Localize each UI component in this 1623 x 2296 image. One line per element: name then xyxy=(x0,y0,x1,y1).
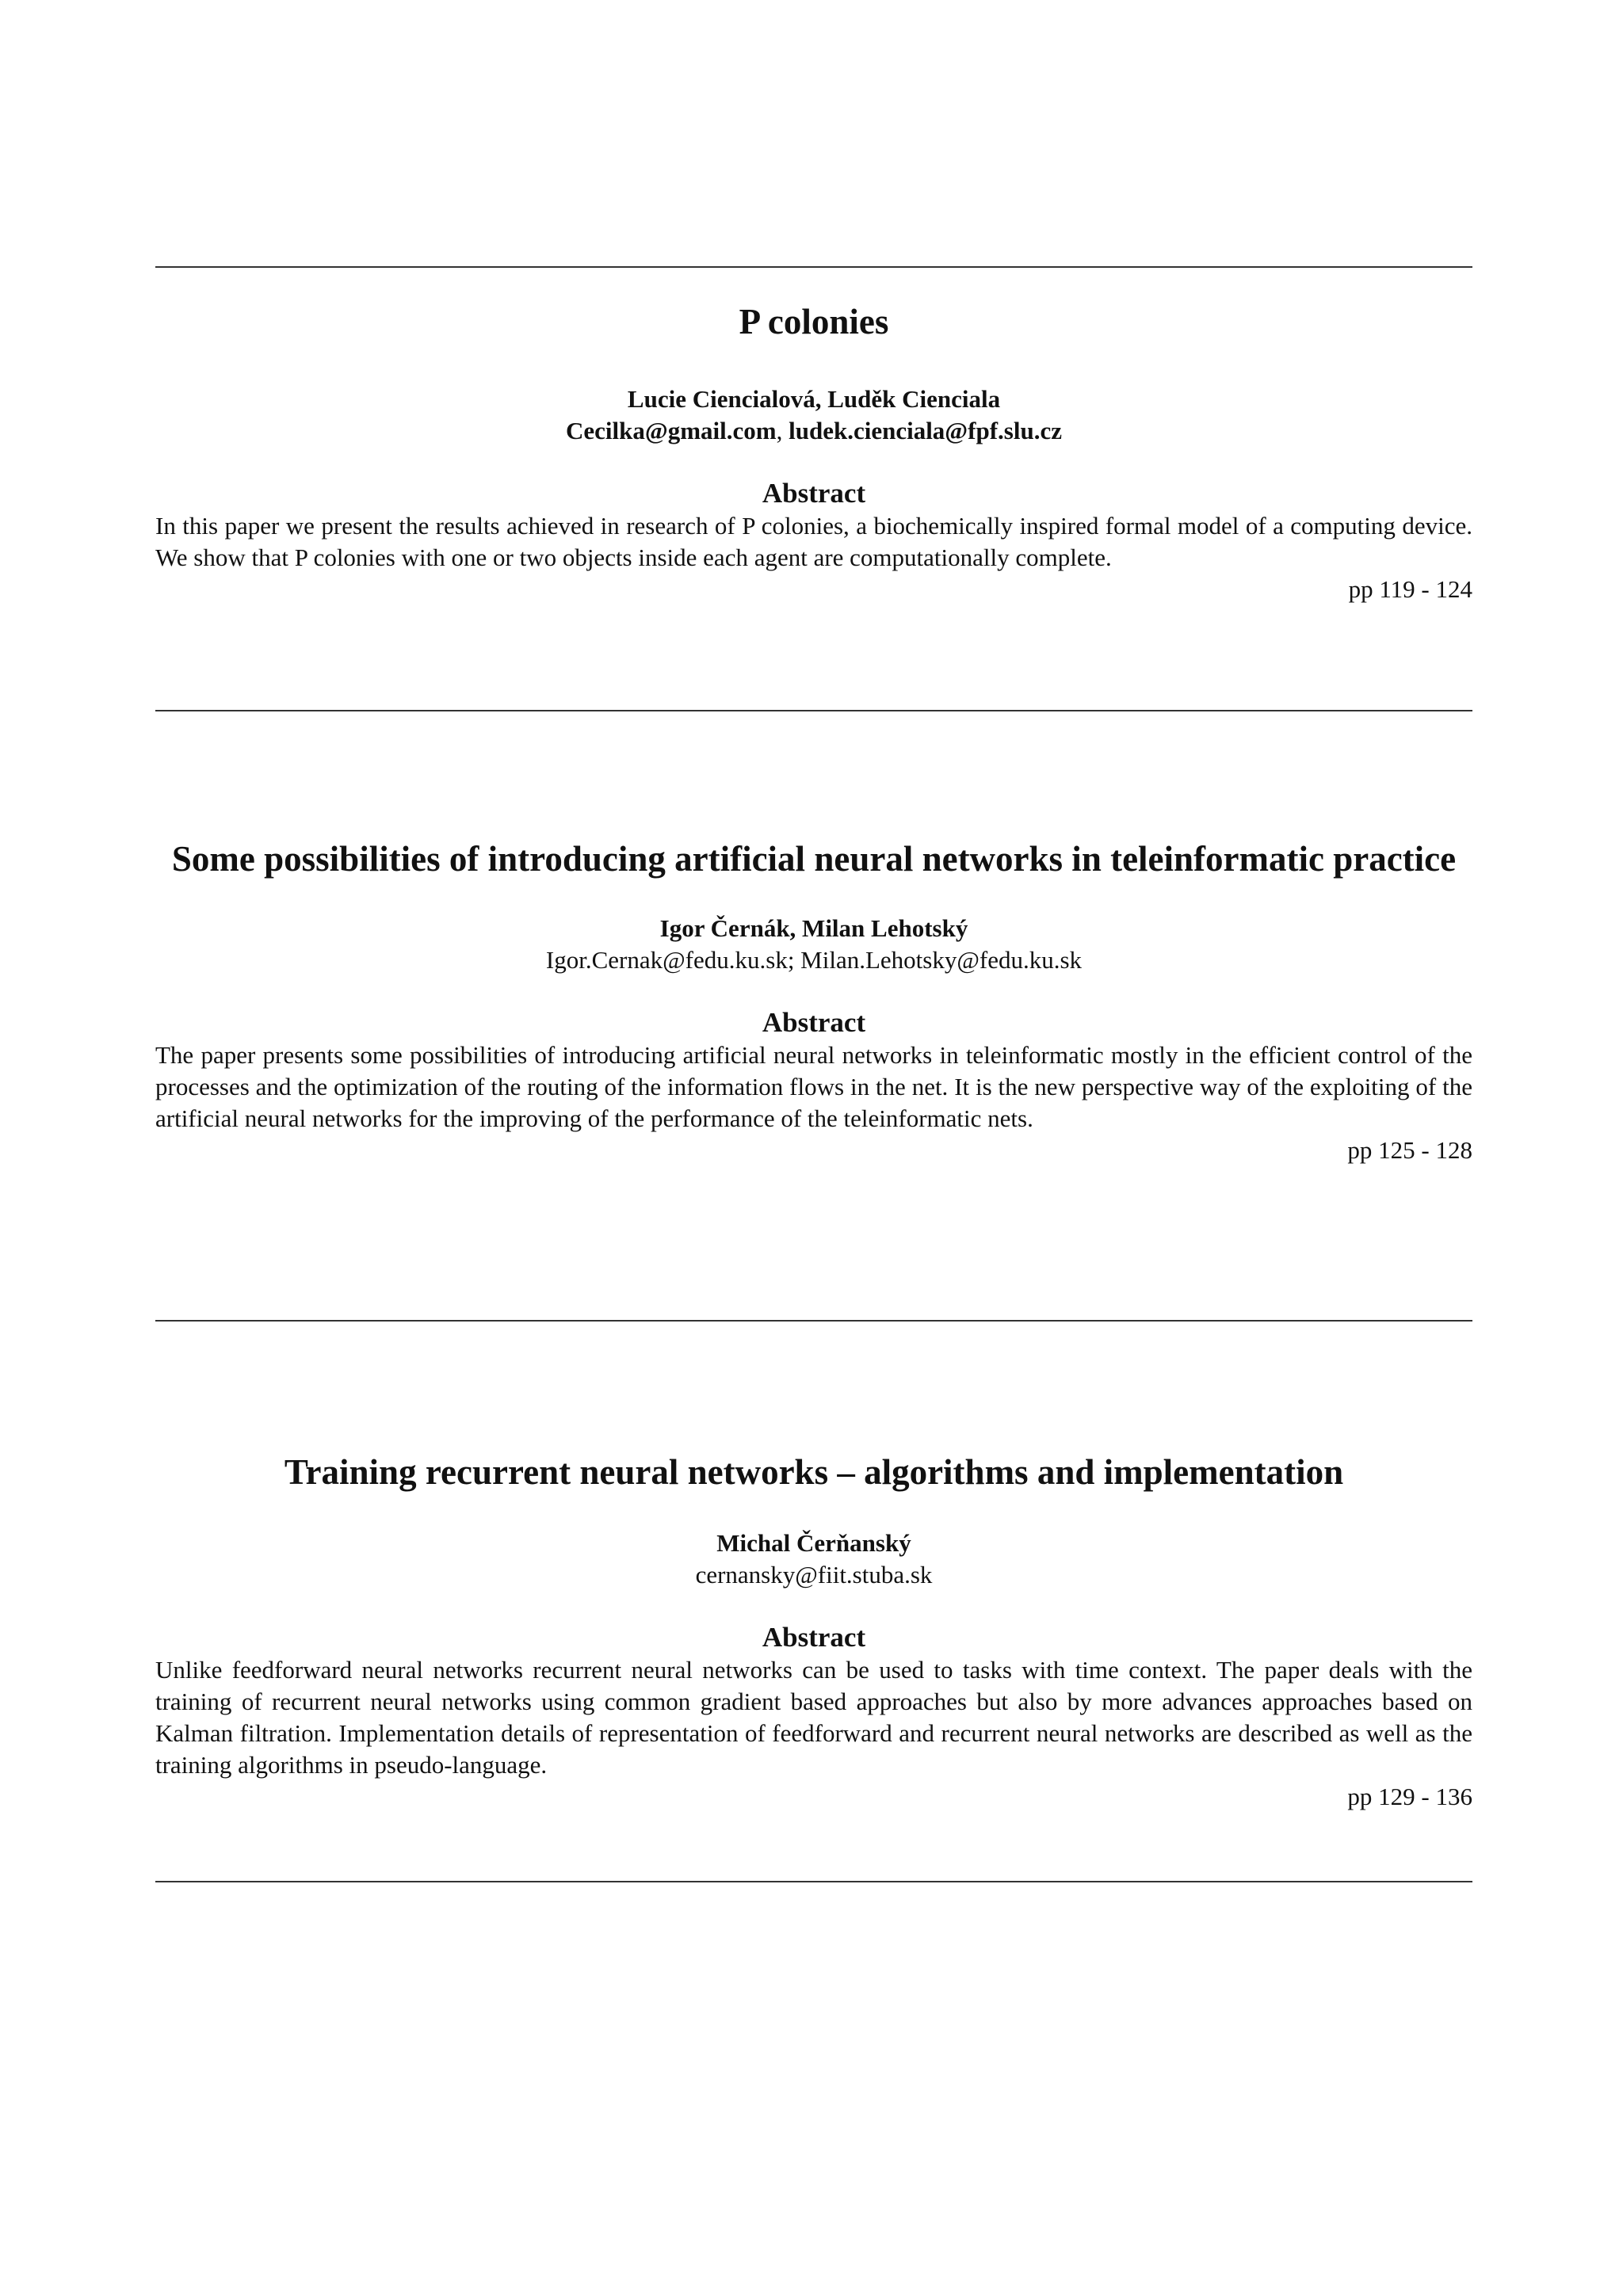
paper-authors: Igor Černák, Milan Lehotský xyxy=(659,914,968,942)
paper-title: Some possibilities of introducing artificial neural networks in teleinformatic practice xyxy=(171,839,1457,879)
paper-title: P colonies xyxy=(739,302,889,341)
paper-entry-recurrent-neural-networks xyxy=(155,1450,1472,1813)
abstract-text: In this paper we present the results achieved in research of P colonies, a biochemically inspired formal model of a computing device. We show that P colonies with one or two objects inside each agent are computationally complete. xyxy=(155,512,1472,571)
paper-authors: Michal Čerňanský xyxy=(716,1529,911,1557)
author-email[interactable]: Cecilka@gmail.com xyxy=(566,417,777,444)
abstract-text: The paper presents some possibilities of introducing artificial neural networks in teleinformatic mostly in the efficient control of the processes and the optimization of the routing of the information flows in the net. It is the new perspective way of the exploiting of the artificial neural networks for the improving of the performance of the teleinformatic nets. xyxy=(155,1041,1472,1132)
page-range: pp 129 - 136 xyxy=(1347,1783,1472,1810)
separator-line xyxy=(155,266,1472,268)
email-separator: , xyxy=(776,417,789,444)
abstract-heading: Abstract xyxy=(762,478,866,509)
separator-line xyxy=(155,1881,1472,1882)
paper-entry-p-colonies xyxy=(155,299,1472,605)
abstract-heading: Abstract xyxy=(762,1007,866,1038)
page-range: pp 125 - 128 xyxy=(1347,1136,1472,1164)
paper-emails: cernansky@fiit.stuba.sk xyxy=(695,1561,933,1589)
page-range: pp 119 - 124 xyxy=(1348,575,1472,603)
abstract-text: Unlike feedforward neural networks recurrent neural networks can be used to tasks with time context. The paper deals with the training of recurrent neural networks using common gradient based approaches but also by more advances approaches based on Kalman filtration. Implementation details of representation of feedforward and recurrent neural networks are described as well as the training algorithms in pseudo-language. xyxy=(155,1656,1472,1779)
paper-emails: Igor.Cernak@fedu.ku.sk; Milan.Lehotsky@fedu.ku.sk xyxy=(545,946,1083,974)
paper-emails xyxy=(155,415,1472,447)
paper-title: Training recurrent neural networks – algorithms and implementation xyxy=(284,1452,1344,1492)
separator-line xyxy=(155,710,1472,711)
author-email[interactable]: ludek.cienciala@fpf.slu.cz xyxy=(789,417,1062,444)
paper-entry-neural-networks-teleinformatic xyxy=(155,837,1472,1166)
separator-line xyxy=(155,1320,1472,1322)
abstract-heading: Abstract xyxy=(762,1622,866,1653)
paper-authors: Lucie Ciencialová, Luděk Cienciala xyxy=(627,385,1001,413)
